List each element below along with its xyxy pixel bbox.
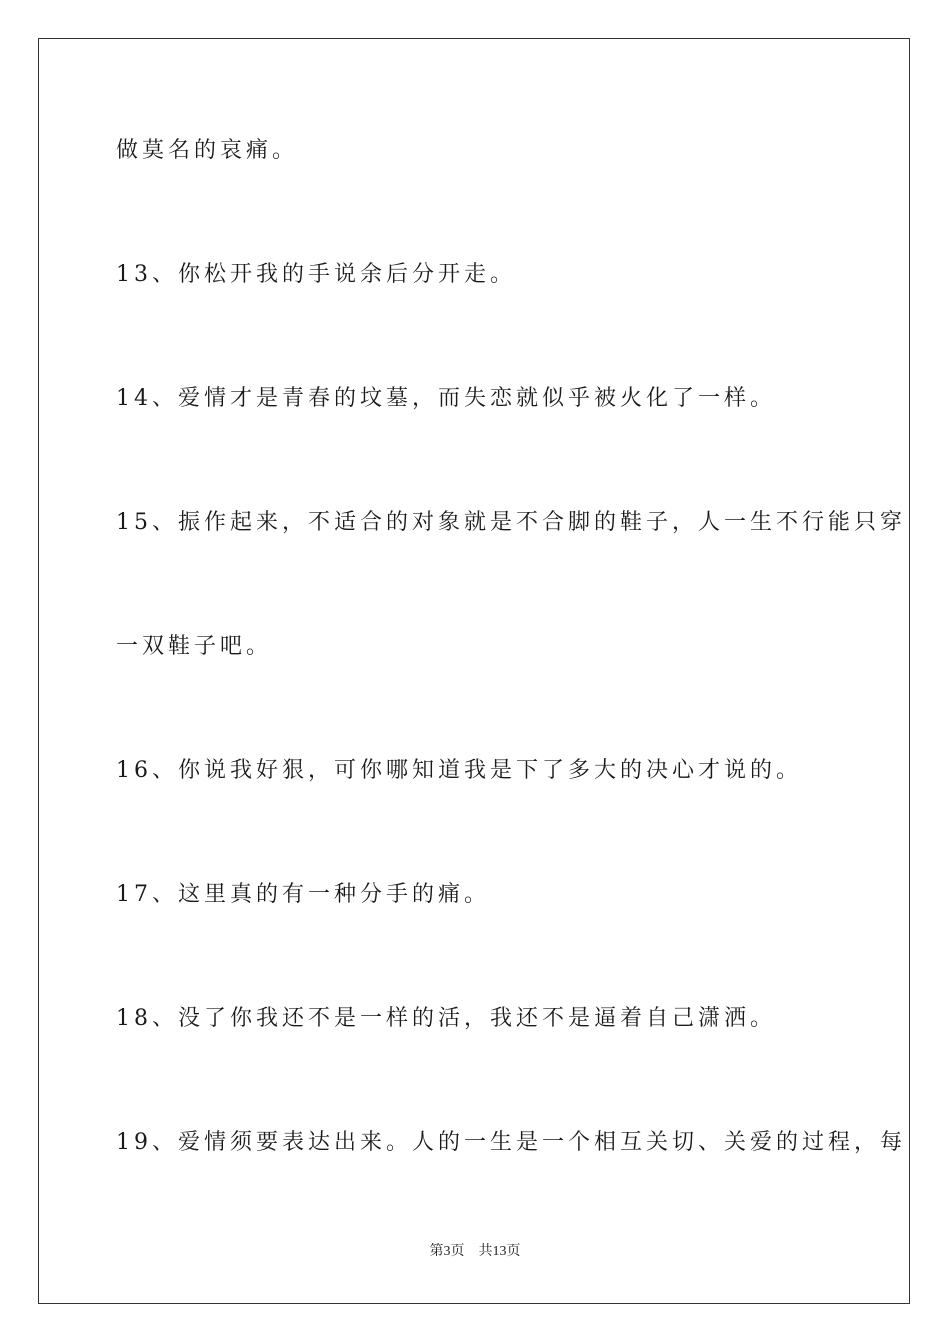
text-line-8: 18、没了你我还不是一样的活，我还不是逼着自己潇洒。 xyxy=(116,1006,776,1031)
text-line-6: 16、你说我好狠，可你哪知道我是下了多大的决心才说的。 xyxy=(116,758,802,783)
text-line-3: 14、爱情才是青春的坟墓，而失恋就似乎被火化了一样。 xyxy=(116,386,776,411)
text-line-1: 做莫名的哀痛。 xyxy=(116,138,299,163)
text-line-4: 15、振作起来，不适合的对象就是不合脚的鞋子，人一生不行能只穿 xyxy=(116,510,906,535)
text-line-2: 13、你松开我的手说余后分开走。 xyxy=(116,262,516,287)
text-line-7: 17、这里真的有一种分手的痛。 xyxy=(116,882,490,907)
page-border xyxy=(38,38,910,1304)
page-number: 第3页 xyxy=(429,1244,465,1259)
text-line-5: 一双鞋子吧。 xyxy=(116,634,273,659)
page-footer xyxy=(0,1242,950,1262)
page-total: 共13页 xyxy=(478,1244,521,1259)
text-line-9: 19、爱情须要表达出来。人的一生是一个相互关切、关爱的过程，每 xyxy=(116,1130,906,1155)
